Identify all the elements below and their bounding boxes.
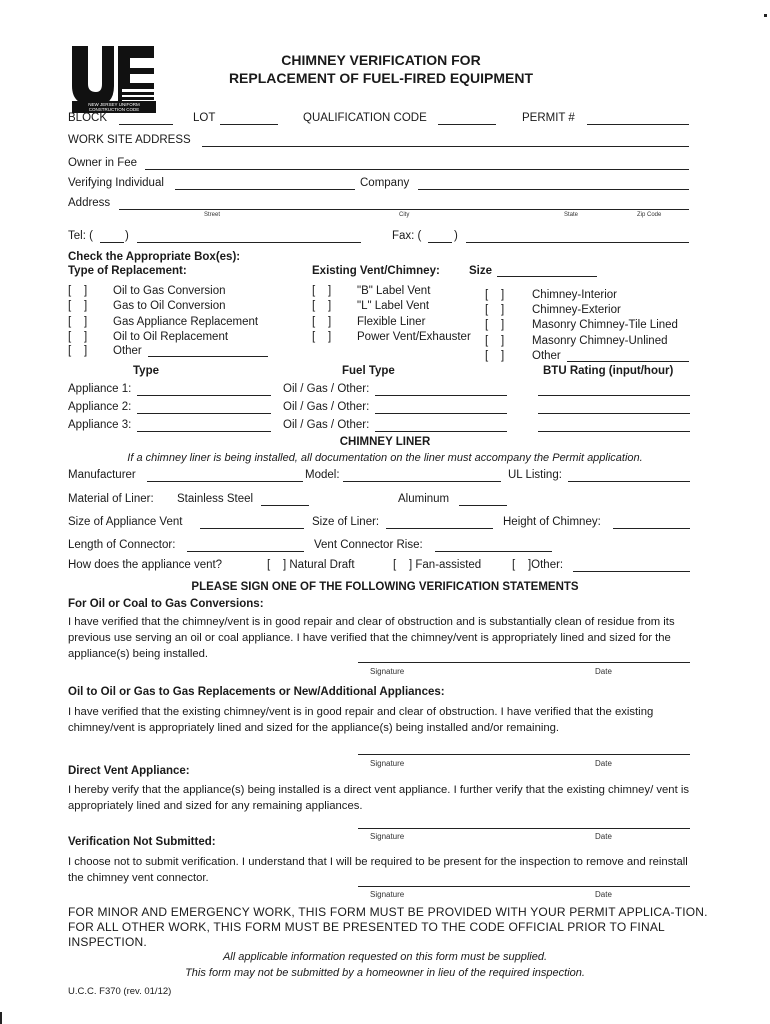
vent-other-field[interactable]: [573, 571, 690, 572]
appliance-3-btu-field[interactable]: [538, 431, 690, 432]
owner-in-fee-field[interactable]: [145, 169, 689, 170]
replacement-option-row[interactable]: [68, 331, 229, 343]
how-vented-label: How does the appliance vent?: [68, 559, 223, 571]
qualification-code-label: QUALIFICATION CODE: [303, 112, 427, 124]
natural-draft-option[interactable]: [267, 559, 355, 571]
vent-option-row[interactable]: [312, 300, 430, 312]
section-1-signature-line[interactable]: [358, 662, 690, 663]
appliance-1-label: Appliance 1:: [68, 383, 132, 395]
checkbox[interactable]: [ ]: [312, 331, 332, 343]
chimney-liner-note: If a chimney liner is being installed, all documentation on the liner must accompany the Permit application.: [127, 452, 643, 464]
ucc-logo: [68, 44, 156, 108]
appliance-3-fuel-label: Oil / Gas / Other:: [283, 419, 370, 431]
verifying-individual-field[interactable]: [175, 189, 355, 190]
company-label: Company: [360, 177, 410, 189]
section-1-title: For Oil or Coal to Gas Conversions:: [68, 598, 264, 610]
checkbox[interactable]: [ ]: [68, 285, 88, 297]
stainless-steel-label: Stainless Steel: [177, 493, 254, 505]
vent-connector-rise-label: Vent Connector Rise:: [314, 539, 423, 551]
stainless-steel-field[interactable]: [261, 505, 309, 506]
tel-close: ): [125, 230, 129, 242]
work-site-address-field[interactable]: [202, 146, 689, 147]
appliance-1-type-field[interactable]: [137, 395, 271, 396]
fax-close: ): [454, 230, 458, 242]
replacement-option-label: Oil to Gas Conversion: [113, 285, 226, 297]
lot-field[interactable]: [220, 124, 278, 125]
section-1-text: I have verified that the chimney/vent is in good repair and clear of obstruction and is substantially clean of residue from its previous use serving an oil or coal appliance. I have verified that the chimney/vent is appropriately lined and sized for the appliance(s) being installed.: [68, 616, 675, 660]
btu-rating-column-heading: BTU Rating (input/hour): [543, 365, 674, 377]
section-3-signature-caption: Signature: [370, 832, 405, 841]
section-4-date-caption: Date: [595, 890, 612, 899]
vent-option-label: Power Vent/Exhauster: [357, 331, 471, 343]
fax-area-code-field[interactable]: [428, 242, 452, 243]
tel-number-field[interactable]: [137, 242, 361, 243]
model-field[interactable]: [343, 481, 501, 482]
appliance-3-label: Appliance 3:: [68, 419, 132, 431]
vent-option-row[interactable]: [312, 316, 426, 328]
appliance-2-fuel-label: Oil / Gas / Other:: [283, 401, 370, 413]
tel-area-code-field[interactable]: [100, 242, 124, 243]
scan-edge: [0, 1012, 2, 1024]
size-of-appliance-vent-label: Size of Appliance Vent: [68, 516, 183, 528]
fan-assisted-option[interactable]: [393, 559, 481, 571]
section-2-signature-line[interactable]: [358, 754, 690, 755]
checkbox[interactable]: [ ]: [512, 559, 532, 571]
natural-draft-label: Natural Draft: [289, 559, 355, 571]
replacement-option-label: Other: [113, 345, 142, 357]
chimney-other-field[interactable]: [567, 361, 689, 362]
address-field[interactable]: [119, 209, 689, 210]
checkbox[interactable]: [ ]: [312, 300, 332, 312]
section-4-signature-caption: Signature: [370, 890, 405, 899]
owner-in-fee-label: Owner in Fee: [68, 157, 138, 169]
chimney-option-row[interactable]: [485, 289, 617, 301]
appliance-2-type-field[interactable]: [137, 413, 271, 414]
form-id: U.C.C. F370 (rev. 01/12): [68, 986, 172, 997]
height-of-chimney-field[interactable]: [613, 528, 690, 529]
chimney-option-label: Masonry Chimney-Unlined: [532, 335, 668, 347]
chimney-option-row[interactable]: [485, 319, 678, 331]
size-of-appliance-vent-field[interactable]: [200, 528, 304, 529]
length-of-connector-label: Length of Connector:: [68, 539, 176, 551]
vent-option-label: Flexible Liner: [357, 316, 426, 328]
vent-option-label: "B" Label Vent: [357, 285, 431, 297]
footer-italic-line2: This form may not be submitted by a homeowner in lieu of the required inspection.: [185, 967, 585, 979]
scan-mark: [764, 14, 767, 17]
section-1-signature-caption: Signature: [370, 667, 405, 676]
chimney-option-label: Other: [532, 350, 561, 362]
chimney-option-label: Chimney-Exterior: [532, 304, 621, 316]
appliance-3-type-field[interactable]: [137, 431, 271, 432]
city-caption: City: [399, 212, 410, 218]
form-title-line2: REPLACEMENT OF FUEL-FIRED EQUIPMENT: [228, 70, 534, 86]
vent-other-option[interactable]: [512, 559, 563, 571]
vent-other-label: Other:: [531, 559, 564, 571]
appliance-2-label: Appliance 2:: [68, 401, 132, 413]
replacement-other-field[interactable]: [148, 356, 268, 357]
type-column-heading: Type: [133, 365, 159, 377]
existing-vent-heading: Existing Vent/Chimney:: [312, 265, 440, 277]
checkbox[interactable]: [ ]: [68, 300, 88, 312]
chimney-option-row[interactable]: [485, 304, 621, 316]
height-of-chimney-label: Height of Chimney:: [503, 516, 601, 528]
checkbox[interactable]: [ ]: [68, 331, 88, 343]
checkbox[interactable]: [ ]: [267, 559, 287, 571]
manufacturer-label: Manufacturer: [68, 469, 136, 481]
fax-number-field[interactable]: [466, 242, 689, 243]
replacement-option-row[interactable]: [68, 345, 142, 357]
size-label: Size: [469, 265, 493, 277]
street-caption: Street: [204, 212, 221, 218]
appliance-1-fuel-label: Oil / Gas / Other:: [283, 383, 370, 395]
checkbox[interactable]: [ ]: [485, 319, 505, 331]
fan-assisted-label: Fan-assisted: [415, 559, 482, 571]
state-caption: State: [564, 212, 579, 218]
manufacturer-field[interactable]: [147, 481, 303, 482]
section-2-signature-caption: Signature: [370, 759, 405, 768]
material-of-liner-label: Material of Liner:: [68, 493, 154, 505]
chimney-option-row[interactable]: [485, 335, 668, 347]
tel-label: Tel: (: [68, 230, 93, 242]
model-label: Model:: [305, 469, 340, 481]
checkbox[interactable]: [ ]: [393, 559, 413, 571]
checkbox[interactable]: [ ]: [68, 345, 88, 357]
size-field[interactable]: [497, 276, 597, 277]
section-2-text: I have verified that the existing chimney/vent is in good repair and clear of obstruction. I have verified that the existing chimney/vent is appropriately lined and sized for the appliance(s) being installed and/or remaining.: [68, 706, 654, 734]
vent-option-label: "L" Label Vent: [357, 300, 430, 312]
appliance-1-btu-field[interactable]: [538, 395, 690, 396]
footer-notice: FOR MINOR AND EMERGENCY WORK, THIS FORM MUST BE PROVIDED WITH YOUR PERMIT APPLICA-TION. FOR ALL OTHER WORK, THIS FORM MUST BE PRESENTED TO THE CODE OFFICIAL PRIOR TO FINAL INSPECTION.: [68, 905, 708, 949]
aluminum-label: Aluminum: [398, 493, 450, 505]
checkbox[interactable]: [ ]: [485, 304, 505, 316]
section-1-date-caption: Date: [595, 667, 612, 676]
type-of-replacement-heading: Type of Replacement:: [68, 265, 187, 277]
ul-listing-label: UL Listing:: [508, 469, 562, 481]
lot-label: LOT: [193, 112, 216, 124]
section-4-signature-line[interactable]: [358, 886, 690, 887]
size-of-liner-field[interactable]: [386, 528, 493, 529]
ul-listing-field[interactable]: [568, 481, 690, 482]
fuel-type-column-heading: Fuel Type: [342, 365, 395, 377]
replacement-option-row[interactable]: [68, 316, 259, 328]
checkbox[interactable]: [ ]: [68, 316, 88, 328]
block-label: BLOCK: [68, 112, 107, 124]
address-label: Address: [68, 197, 111, 209]
chimney-option-row[interactable]: [485, 350, 561, 362]
vent-connector-rise-field[interactable]: [435, 551, 552, 552]
vent-option-row[interactable]: [312, 331, 471, 343]
size-of-liner-label: Size of Liner:: [312, 516, 380, 528]
verifying-individual-label: Verifying Individual: [68, 177, 164, 189]
replacement-option-row[interactable]: [68, 300, 226, 312]
section-2-date-caption: Date: [595, 759, 612, 768]
appliance-1-fuel-field[interactable]: [375, 395, 507, 396]
qualification-code-field[interactable]: [438, 124, 496, 125]
work-site-address-label: WORK SITE ADDRESS: [68, 134, 191, 146]
chimney-liner-heading: CHIMNEY LINER: [339, 436, 431, 448]
section-3-text: I hereby verify that the appliance(s) being installed is a direct vent appliance. I further verify that the existing chimney/ vent is appropriately lined and sized for any remaining appliances.: [68, 784, 690, 812]
vent-option-row[interactable]: [312, 285, 431, 297]
replacement-option-label: Oil to Oil Replacement: [113, 331, 229, 343]
section-3-signature-line[interactable]: [358, 828, 690, 829]
section-2-title: Oil to Oil or Gas to Gas Replacements or New/Additional Appliances:: [68, 686, 445, 698]
replacement-option-label: Gas to Oil Conversion: [113, 300, 226, 312]
section-3-title: Direct Vent Appliance:: [68, 765, 190, 777]
company-field[interactable]: [418, 189, 689, 190]
permit-label: PERMIT #: [522, 112, 575, 124]
checkbox[interactable]: [ ]: [485, 350, 505, 362]
logo-caption: NEW JERSEY UNIFORM CONSTRUCTION CODE: [72, 101, 156, 113]
zip-code-caption: Zip Code: [637, 212, 662, 218]
checkbox[interactable]: [ ]: [485, 289, 505, 301]
checkbox[interactable]: [ ]: [312, 316, 332, 328]
section-3-date-caption: Date: [595, 832, 612, 841]
block-field[interactable]: [119, 124, 173, 125]
appliance-2-fuel-field[interactable]: [375, 413, 507, 414]
permit-field[interactable]: [587, 124, 689, 125]
form-title-line1: CHIMNEY VERIFICATION FOR: [281, 52, 481, 68]
section-4-title: Verification Not Submitted:: [68, 836, 216, 848]
chimney-option-label: Chimney-Interior: [532, 289, 617, 301]
replacement-option-label: Gas Appliance Replacement: [113, 316, 259, 328]
check-boxes-heading: Check the Appropriate Box(es):: [68, 251, 241, 263]
aluminum-field[interactable]: [459, 505, 507, 506]
chimney-option-label: Masonry Chimney-Tile Lined: [532, 319, 678, 331]
fax-label: Fax: (: [392, 230, 422, 242]
verification-heading: PLEASE SIGN ONE OF THE FOLLOWING VERIFICATION STATEMENTS: [191, 581, 579, 593]
section-4-text: I choose not to submit verification. I understand that I will be required to be present for the inspection to remove and reinstall the chimney vent connector.: [68, 856, 688, 884]
length-of-connector-field[interactable]: [187, 551, 304, 552]
appliance-2-btu-field[interactable]: [538, 413, 690, 414]
appliance-3-fuel-field[interactable]: [375, 431, 507, 432]
checkbox[interactable]: [ ]: [485, 335, 505, 347]
checkbox[interactable]: [ ]: [312, 285, 332, 297]
replacement-option-row[interactable]: [68, 285, 226, 297]
footer-italic-line1: All applicable information requested on this form must be supplied.: [222, 951, 548, 963]
